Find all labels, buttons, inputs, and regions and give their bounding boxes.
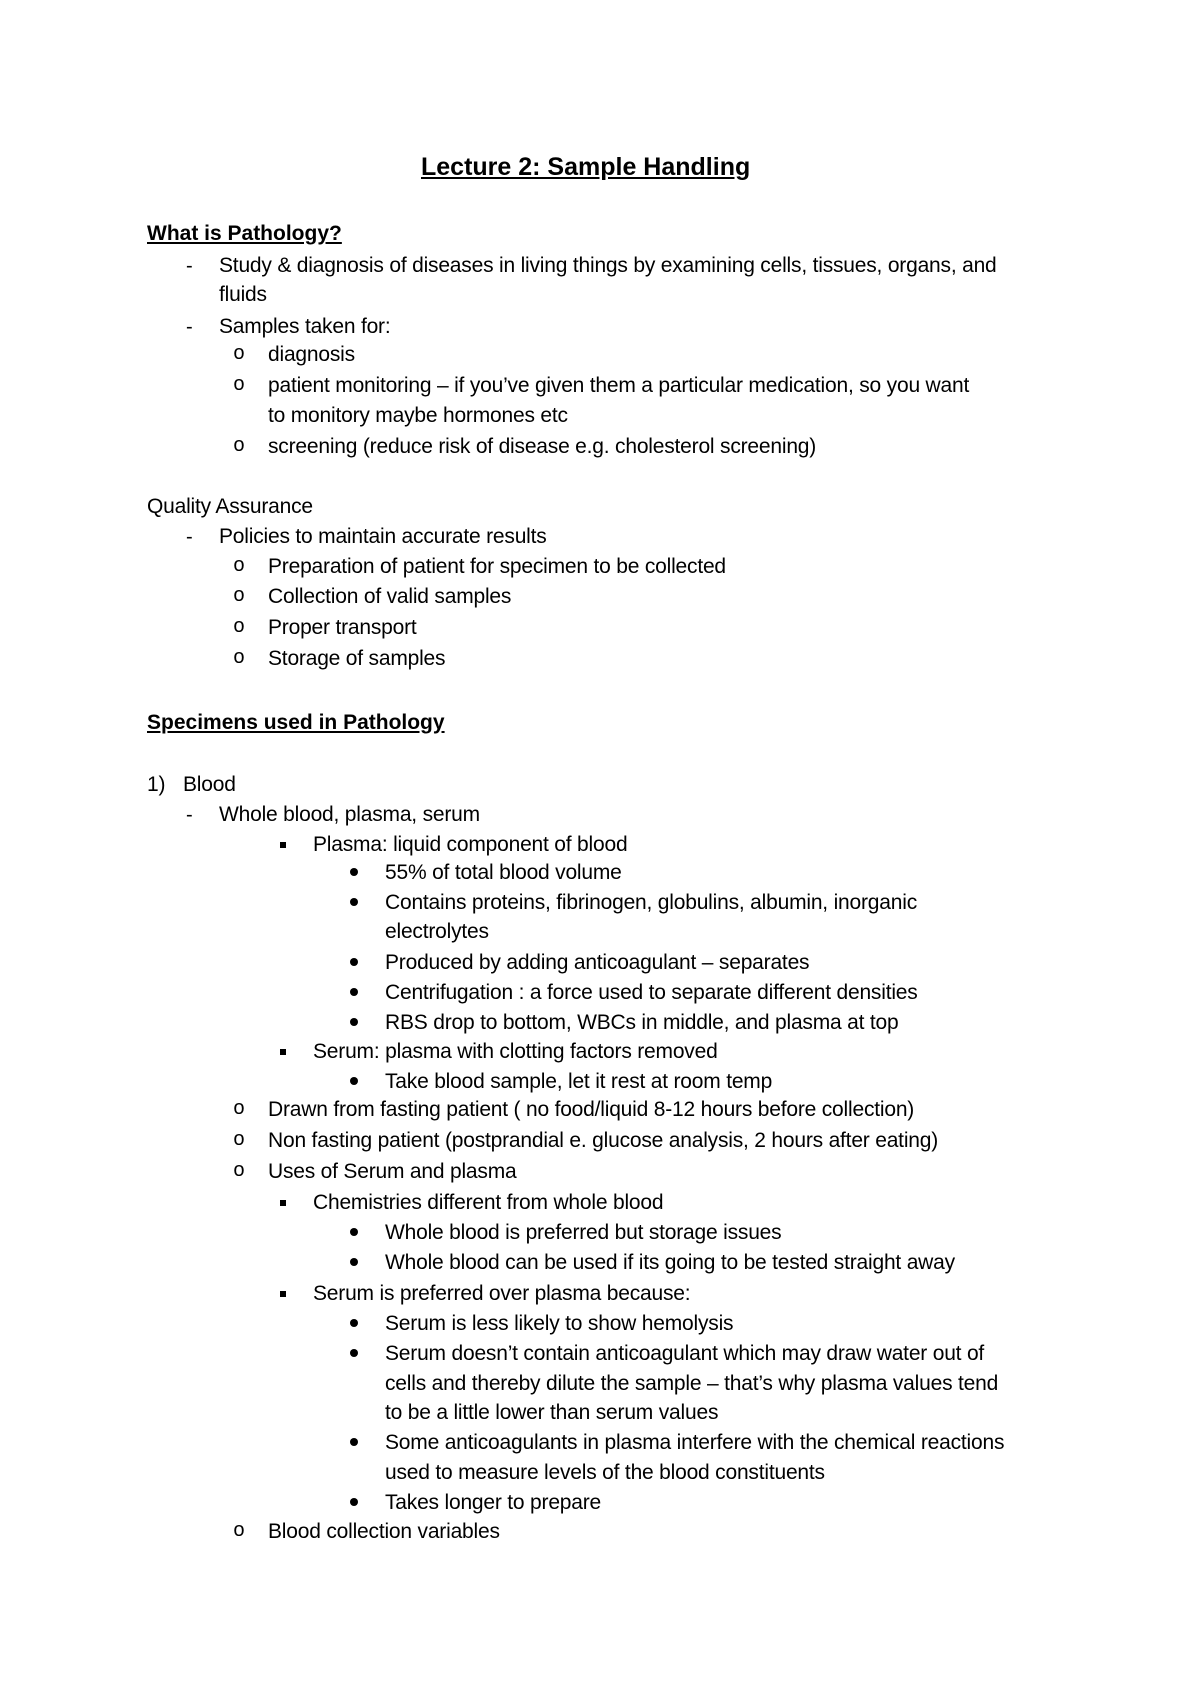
list-item-continuation: fluids bbox=[219, 283, 267, 306]
list-item: Proper transport bbox=[268, 616, 417, 639]
circle-bullet: o bbox=[233, 435, 246, 458]
list-item: RBS drop to bottom, WBCs in middle, and plasma at top bbox=[385, 1011, 899, 1034]
circle-bullet: o bbox=[233, 374, 246, 397]
list-item: Whole blood can be used if its going to be tested straight away bbox=[385, 1251, 955, 1274]
list-item: Preparation of patient for specimen to be collected bbox=[268, 555, 726, 578]
list-item: Produced by adding anticoagulant – separates bbox=[385, 951, 810, 974]
list-item: Samples taken for: bbox=[219, 315, 391, 338]
dot-bullet bbox=[350, 1228, 358, 1236]
list-item: Serum is preferred over plasma because: bbox=[313, 1282, 691, 1305]
list-item: Take blood sample, let it rest at room temp bbox=[385, 1070, 773, 1093]
list-item: 55% of total blood volume bbox=[385, 861, 622, 884]
list-item-continuation: to monitory maybe hormones etc bbox=[268, 404, 568, 427]
dot-bullet bbox=[350, 1077, 358, 1085]
section-heading-specimens: Specimens used in Pathology bbox=[147, 711, 445, 734]
list-item: Study & diagnosis of diseases in living things by examining cells, tissues, organs, and bbox=[219, 254, 997, 277]
list-item: Centrifugation : a force used to separate different densities bbox=[385, 981, 918, 1004]
square-bullet bbox=[280, 1200, 286, 1206]
circle-bullet: o bbox=[233, 585, 246, 608]
list-item: Serum is less likely to show hemolysis bbox=[385, 1312, 734, 1335]
square-bullet bbox=[280, 1049, 286, 1055]
list-item: Some anticoagulants in plasma interfere with the chemical reactions bbox=[385, 1431, 1005, 1454]
circle-bullet: o bbox=[233, 616, 246, 639]
dash-bullet: - bbox=[186, 804, 193, 826]
dot-bullet bbox=[350, 1349, 358, 1357]
list-item: Contains proteins, fibrinogen, globulins, albumin, inorganic bbox=[385, 891, 917, 914]
section-heading-quality-assurance: Quality Assurance bbox=[147, 495, 313, 518]
dot-bullet bbox=[350, 1498, 358, 1506]
list-item: Plasma: liquid component of blood bbox=[313, 833, 628, 856]
square-bullet bbox=[280, 1291, 286, 1297]
list-number: 1) bbox=[147, 773, 166, 796]
dash-bullet: - bbox=[186, 526, 193, 548]
circle-bullet: o bbox=[233, 555, 246, 578]
dot-bullet bbox=[350, 988, 358, 996]
list-item: Serum: plasma with clotting factors removed bbox=[313, 1040, 718, 1063]
list-item: Whole blood, plasma, serum bbox=[219, 803, 480, 826]
page-title: Lecture 2: Sample Handling bbox=[421, 153, 751, 181]
list-item: Policies to maintain accurate results bbox=[219, 525, 547, 548]
dot-bullet bbox=[350, 1018, 358, 1026]
square-bullet bbox=[280, 842, 286, 848]
list-item: Collection of valid samples bbox=[268, 585, 512, 608]
dot-bullet bbox=[350, 898, 358, 906]
list-item: Chemistries different from whole blood bbox=[313, 1191, 664, 1214]
circle-bullet: o bbox=[233, 1129, 246, 1152]
circle-bullet: o bbox=[233, 343, 246, 366]
dot-bullet bbox=[350, 1319, 358, 1327]
list-item: Takes longer to prepare bbox=[385, 1491, 602, 1514]
list-item: Blood collection variables bbox=[268, 1520, 500, 1543]
dot-bullet bbox=[350, 958, 358, 966]
circle-bullet: o bbox=[233, 1520, 246, 1543]
circle-bullet: o bbox=[233, 1098, 246, 1121]
list-item-continuation: electrolytes bbox=[385, 920, 489, 943]
dot-bullet bbox=[350, 868, 358, 876]
circle-bullet: o bbox=[233, 1160, 246, 1183]
dot-bullet bbox=[350, 1438, 358, 1446]
section-heading-pathology: What is Pathology? bbox=[147, 222, 342, 245]
list-item: Non fasting patient (postprandial e. glucose analysis, 2 hours after eating) bbox=[268, 1129, 939, 1152]
list-item: Storage of samples bbox=[268, 647, 446, 670]
dot-bullet bbox=[350, 1258, 358, 1266]
list-item: screening (reduce risk of disease e.g. cholesterol screening) bbox=[268, 435, 817, 458]
list-item-continuation: to be a little lower than serum values bbox=[385, 1401, 719, 1424]
dash-bullet: - bbox=[186, 255, 193, 277]
list-item: Drawn from fasting patient ( no food/liquid 8-12 hours before collection) bbox=[268, 1098, 915, 1121]
circle-bullet: o bbox=[233, 647, 246, 670]
list-item: patient monitoring – if you’ve given them a particular medication, so you want bbox=[268, 374, 970, 397]
list-item-continuation: cells and thereby dilute the sample – that’s why plasma values tend bbox=[385, 1372, 999, 1395]
list-item: Uses of Serum and plasma bbox=[268, 1160, 517, 1183]
list-item: Whole blood is preferred but storage issues bbox=[385, 1221, 782, 1244]
list-item: Blood bbox=[183, 773, 236, 796]
list-item: Serum doesn’t contain anticoagulant which may draw water out of bbox=[385, 1342, 985, 1365]
dash-bullet: - bbox=[186, 316, 193, 338]
list-item: diagnosis bbox=[268, 343, 355, 366]
list-item-continuation: used to measure levels of the blood constituents bbox=[385, 1461, 825, 1484]
